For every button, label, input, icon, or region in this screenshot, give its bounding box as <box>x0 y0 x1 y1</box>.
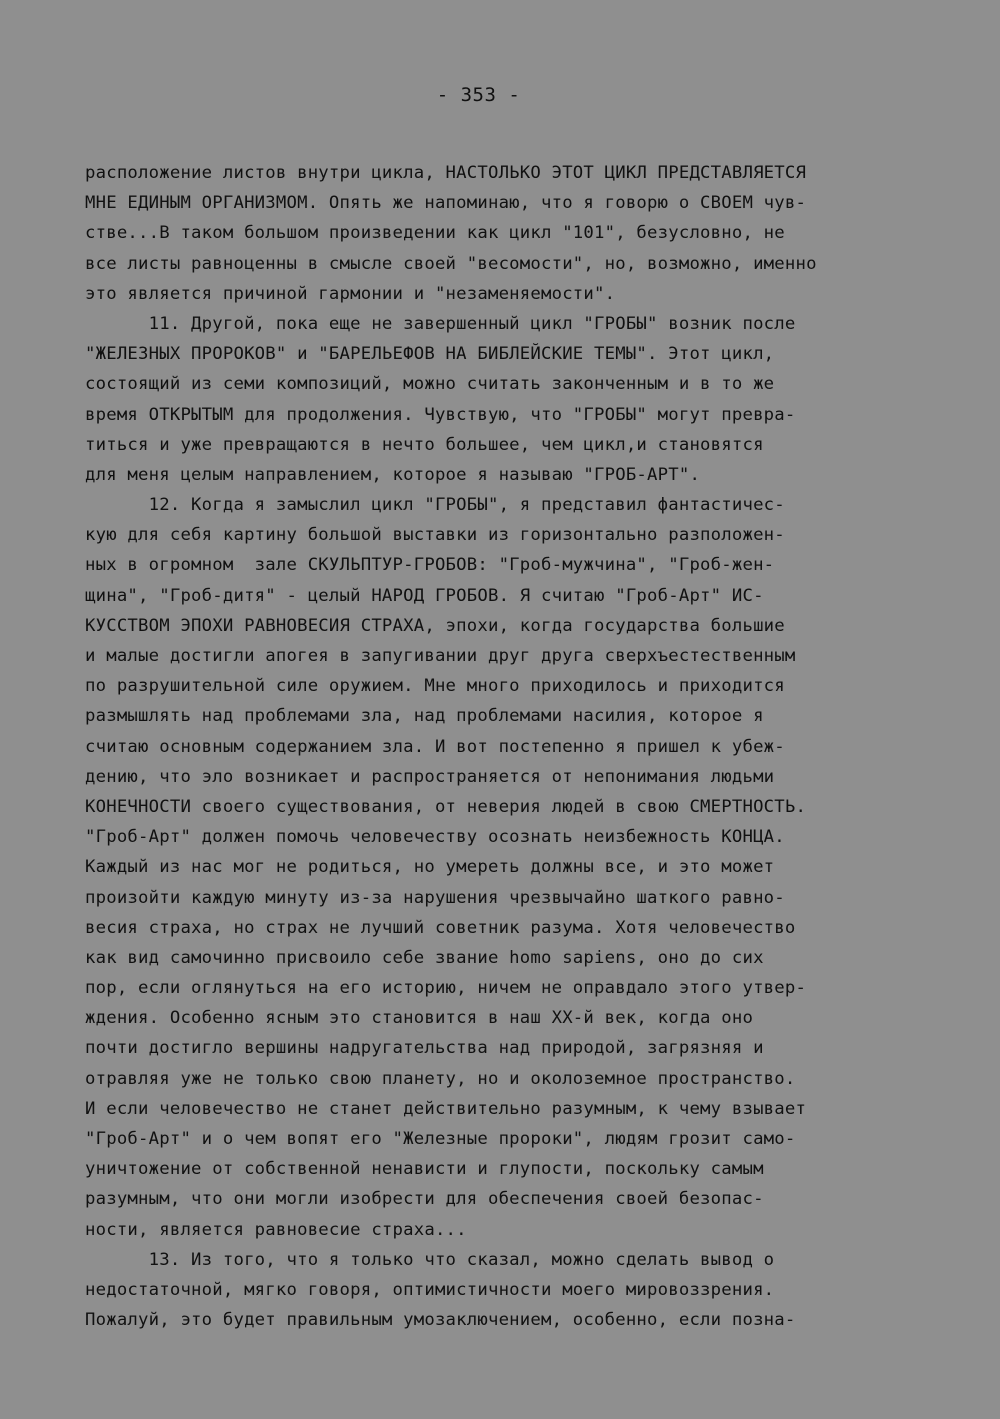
text-line: все листы равноценны в смысле своей "весомости", но, возможно, именно <box>85 253 817 274</box>
text-line: считаю основным содержанием зла. И вот постепенно я пришел к убеж- <box>85 736 785 757</box>
text-line: состоящий из семи композиций, можно считать законченным и в то же <box>85 374 775 395</box>
text-line: ных в огромном зале СКУЛЬПТУР-ГРОБОВ: "Гроб-мужчина", "Гроб-жен- <box>85 555 775 576</box>
text-line: как вид самочинно присвоило себе звание homo sapiens, оно до сих <box>85 947 764 968</box>
text-line: для меня целым направлением, которое я называю "ГРОБ-АРТ". <box>85 464 701 485</box>
text-line: 12. Когда я замыслил цикл "ГРОБЫ", я представил фантастичес- <box>85 495 785 516</box>
text-line: кую для себя картину большой выставки из горизонтально разположен- <box>85 525 785 546</box>
text-line: расположение листов внутри цикла, НАСТОЛЬКО ЭТОТ ЦИКЛ ПРЕДСТАВЛЯЕТСЯ <box>85 163 807 183</box>
text-line: отравляя уже не только свою планету, но и околоземное пространство. <box>85 1068 796 1089</box>
text-line: недостаточной, мягко говоря, оптимистичности моего мировоззрения. <box>85 1279 775 1300</box>
text-line: Каждый из нас мог не родиться, но умереть должны все, и это может <box>85 857 775 878</box>
text-line: КУССТВОМ ЭПОХИ РАВНОВЕСИЯ СТРАХА, эпохи, когда государства большие <box>85 615 785 636</box>
text-line: Пожалуй, это будет правильным умозаключением, особенно, если позна- <box>85 1310 796 1331</box>
text-line: титься и уже превращаются в нечто большее, чем цикл,и становятся <box>85 434 764 455</box>
text-line: размышлять над проблемами зла, над проблемами насилия, которое я <box>85 706 764 727</box>
text-line: и малые достигли апогея в запугивании друг друга сверхъестественным <box>85 646 796 666</box>
text-line: дению, что эло возникает и распространяется от непонимания людьми <box>85 766 775 787</box>
text-line: это является причиной гармонии и "незаменяемости". <box>85 283 616 304</box>
text-line: "ЖЕЛЕЗНЫХ ПРОРОКОВ" и "БАРЕЛЬЕФОВ НА БИБЛЕЙСКИЕ ТЕМЫ". Этот цикл, <box>85 344 775 365</box>
text-line: "Гроб-Арт" должен помочь человечеству осознать неизбежность КОНЦА. <box>85 827 785 848</box>
page-number: - 353 - <box>436 84 521 106</box>
text-line: 13. Из того, что я только что сказал, можно сделать вывод о <box>85 1249 775 1270</box>
text-line: ности, является равновесие страха... <box>85 1219 467 1240</box>
text-line: весия страха, но страх не лучший советник разума. Хотя человечество <box>85 917 796 938</box>
text-line: разумным, что они могли изобрести для обеспечения своей безопас- <box>85 1189 764 1210</box>
text-line: ждения. Особенно ясным это становится в наш XX-й век, когда оно <box>85 1008 754 1029</box>
text-line: щина", "Гроб-дитя" - целый НАРОД ГРОБОВ. Я считаю "Гроб-Арт" ИС- <box>85 585 764 606</box>
text-line: стве...В таком большом произведении как цикл "101", безусловно, не <box>85 223 785 244</box>
text-line: МНЕ ЕДИНЫМ ОРГАНИЗМОМ. Опять же напоминаю, что я говорю о СВОЕМ чув- <box>85 193 807 214</box>
text-line: И если человечество не станет действительно разумным, к чему взывает <box>85 1098 807 1119</box>
text-line: уничтожение от собственной ненависти и глупости, поскольку самым <box>85 1159 764 1180</box>
body-text <box>85 158 925 1335</box>
text-line: КОНЕЧНОСТИ своего существования, от неверия людей в свою СМЕРТНОСТЬ. <box>85 796 807 817</box>
text-line: по разрушительной силе оружием. Мне много приходилось и приходится <box>85 676 785 697</box>
text-line: произойти каждую минуту из-за нарушения чрезвычайно шаткого равно- <box>85 887 785 908</box>
text-line: пор, если оглянуться на его историю, ничем не оправдало этого утвер- <box>85 978 807 999</box>
text-line: почти достигло вершины надругательства над природой, загрязняя и <box>85 1038 764 1059</box>
text-line: время ОТКРЫТЫМ для продолжения. Чувствую, что "ГРОБЫ" могут превра- <box>85 404 796 425</box>
text-line: 11. Другой, пока еще не завершенный цикл "ГРОБЫ" возник после <box>85 313 796 334</box>
text-line: "Гроб-Арт" и о чем вопят его "Железные пророки", людям грозит само- <box>85 1129 796 1149</box>
